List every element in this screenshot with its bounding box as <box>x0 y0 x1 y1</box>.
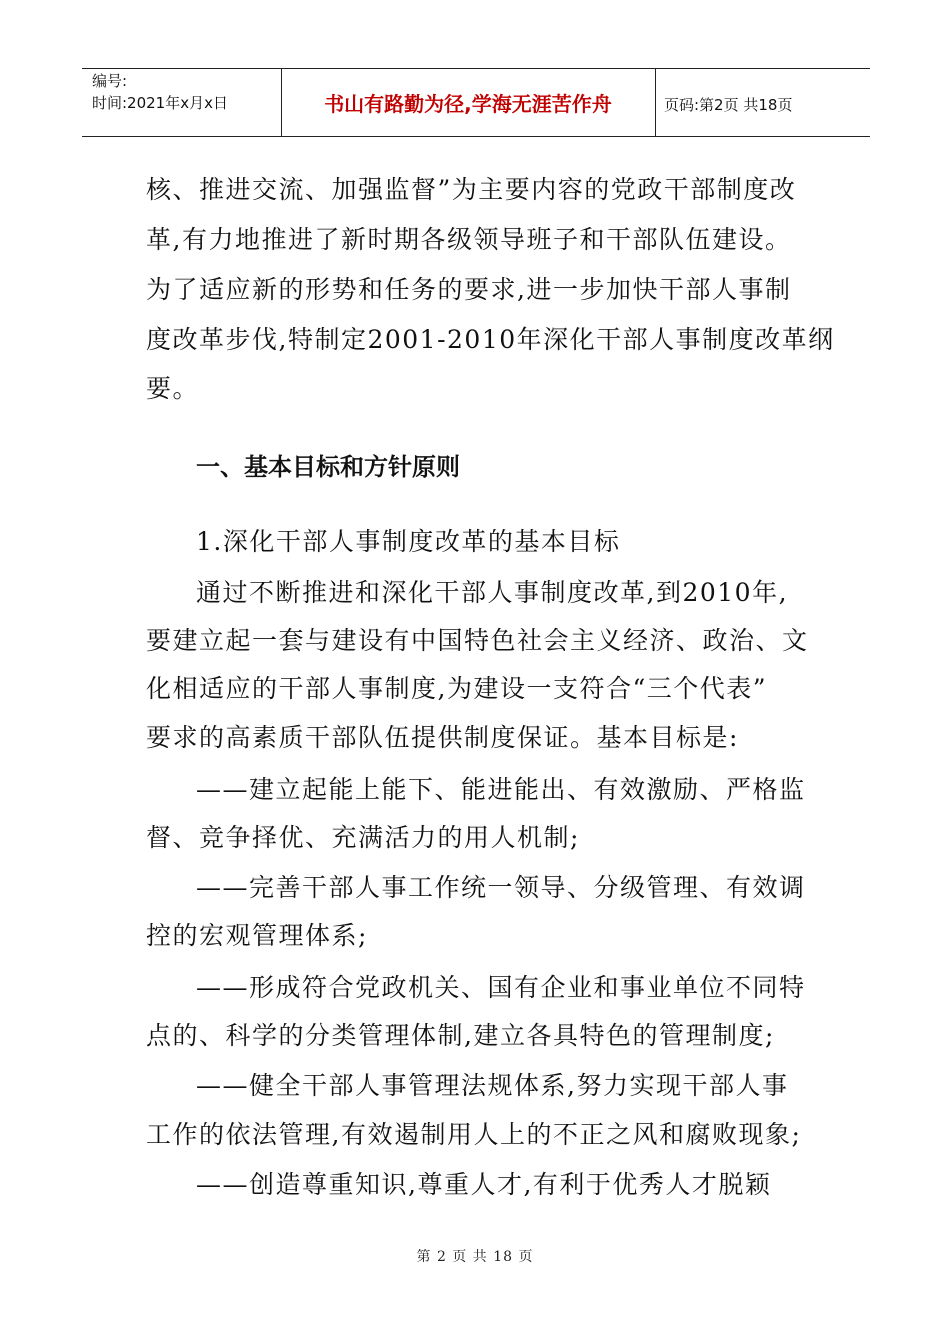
list-item: ——建立起能上能下、能进能出、有效激励、严格监 <box>196 775 806 804</box>
list-item: ——健全干部人事管理法规体系,努力实现干部人事 <box>196 1071 789 1100</box>
body-line: 通过不断推进和深化干部人事制度改革,到2010年, <box>196 578 789 607</box>
header-divider-right <box>655 68 656 136</box>
body-line: 化相适应的干部人事制度,为建设一支符合“三个代表” <box>146 674 768 703</box>
section-heading: 一、基本目标和方针原则 <box>196 453 460 481</box>
page-header <box>0 0 950 140</box>
body-line: 核、推进交流、加强监督”为主要内容的党政干部制度改 <box>146 175 797 204</box>
header-motto: 书山有路勤为径,学海无涯苦作舟 <box>324 92 612 116</box>
body-line: 要求的高素质干部队伍提供制度保证。基本目标是: <box>146 723 739 752</box>
list-item-continued: 控的宏观管理体系; <box>146 921 368 950</box>
body-line: 革,有力地推进了新时期各级领导班子和干部队伍建设。 <box>146 225 792 254</box>
document-number-label: 编号: <box>92 72 128 90</box>
subsection-heading: 1.深化干部人事制度改革的基本目标 <box>196 527 621 556</box>
body-line: 度改革步伐,特制定2001-2010年深化干部人事制度改革纲 <box>146 325 835 354</box>
list-item-continued: 工作的依法管理,有效遏制用人上的不正之风和腐败现象; <box>146 1120 802 1149</box>
list-item-continued: 督、竞争择优、充满活力的用人机制; <box>146 823 580 852</box>
header-page-info: 页码:第2页 共18页 <box>664 96 793 114</box>
list-item-continued: 点的、科学的分类管理体制,建立各具特色的管理制度; <box>146 1021 775 1050</box>
header-bottom-rule <box>82 136 870 137</box>
list-item: ——创造尊重知识,尊重人才,有利于优秀人才脱颖 <box>196 1170 772 1199</box>
body-line: 要。 <box>146 374 200 403</box>
list-item: ——完善干部人事工作统一领导、分级管理、有效调 <box>196 873 806 902</box>
body-line: 要建立起一套与建设有中国特色社会主义经济、政治、文 <box>146 626 809 655</box>
header-top-rule <box>82 68 870 69</box>
body-line: 为了适应新的形势和任务的要求,进一步加快干部人事制 <box>146 275 792 304</box>
document-date-label: 时间:2021年x月x日 <box>92 94 228 112</box>
list-item: ——形成符合党政机关、国有企业和事业单位不同特 <box>196 973 806 1002</box>
page-footer: 第 2 页 共 18 页 <box>416 1249 534 1265</box>
